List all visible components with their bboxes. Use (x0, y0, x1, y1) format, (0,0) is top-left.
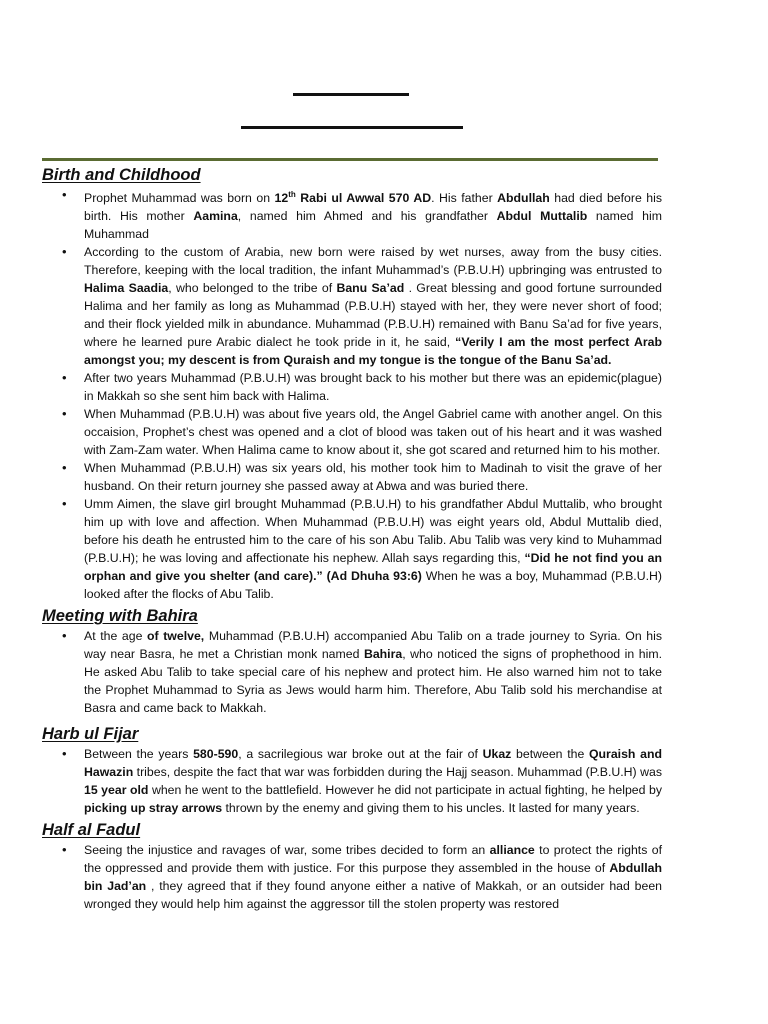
text-run: Prophet Muhammad was born on (84, 191, 275, 206)
list-item (42, 841, 662, 913)
bold-text-run: Aamina (193, 209, 238, 224)
text-run: When Muhammad (P.B.U.H) was six years old, his mother took him to Madinah to visit the grave of her husband. On their return journey she passed away at Abwa and was buried there. (84, 461, 662, 494)
list-item (42, 459, 662, 495)
text-run: , they agreed that if they found anyone either a native of Makkah, or an outsider had been wronged they would help him against the aggressor till the stolen property was restored (84, 879, 662, 912)
text-run: . Great blessing and good fortune surrounded Halima and her family as long as Muhammad (P.B.U.H) stayed with her, they were never short of food; and their flock yielded milk in abundance. Muhammad (P.B.U.H) remained with Banu Sa’ad for five years, where he learned pure Arabic dialect he took pride in it, he said, (84, 281, 662, 350)
text-run: thrown by the enemy and giving them to his uncles. It lasted for many years. (222, 801, 640, 816)
bold-text-run: Banu Sa’ad (336, 281, 405, 296)
text-run: had died before his birth. His mother (84, 191, 663, 224)
text-run: Umm Aimen, the slave girl brought Muhammad (P.B.U.H) to his grandfather Abdul Muttalib, who brought him up with love and affection. When Muhammad (P.B.U.H) was eight years old, Abdul Muttalib died, before his death he entrusted him to the care of his son Abu Talib. Abu Talib was very kind to Muhammad (P.B.U.H); he was loving and affectionate his nephew. Allah says regarding this, (84, 497, 662, 566)
list-item (42, 627, 662, 717)
section-harb-ul-fijar (42, 723, 662, 817)
text-run: At the age (84, 629, 148, 644)
bold-text-run: Bahira (363, 647, 403, 662)
list-item (42, 495, 662, 603)
bold-text-run: 15 year old (84, 783, 149, 798)
bold-text-run: picking up stray arrows (84, 801, 223, 816)
text-run: When Muhammad (P.B.U.H) was about five years old, the Angel Gabriel came with another angel. On this occaision, Prophet’s chest was opened and a clot of blood was taken out of his heart and it was washed with Zam-Zam water. When Halima came to know about it, she got scared and returned him to his mother. (84, 407, 662, 458)
bullet-list (42, 745, 662, 817)
text-run: According to the custom of Arabia, new born were raised by wet nurses, away from the busy cities. Therefore, keeping with the local tradition, the infant Muhammad’s (P.B.U.H) upbringing was entrusted to (84, 245, 662, 278)
text-run: When he was a boy, Muhammad (P.B.U.H) looked after the flocks of Abu Talib. (84, 569, 662, 602)
text-run: , named him Ahmed and his grandfather (237, 209, 497, 224)
list-item (42, 243, 662, 369)
list-item (42, 186, 662, 243)
bullet-list (42, 841, 662, 913)
text-run: named him Muhammad (84, 209, 662, 242)
section-heading: Half al Fadul (42, 821, 141, 840)
section-birth-and-childhood (42, 164, 662, 603)
text-run: , who belonged to the tribe of (168, 281, 337, 296)
bold-text-run: 12 (274, 191, 289, 206)
title-rule-long (241, 126, 463, 129)
list-item (42, 405, 662, 459)
title-rule-short (293, 93, 409, 96)
text-run: Between the years (84, 747, 194, 762)
section-heading: Birth and Childhood (42, 166, 201, 184)
bold-text-run: of twelve, (147, 629, 205, 644)
section-heading: Meeting with Bahira (42, 607, 198, 626)
bullet-list (42, 627, 662, 717)
bold-text-run: th (288, 190, 296, 199)
section-divider (42, 158, 658, 161)
text-run: After two years Muhammad (P.B.U.H) was brought back to his mother but there was an epidemic(plague) in Makkah so she sent him back with Halima. (84, 371, 662, 404)
text-run: , who noticed the signs of prophethood in him. He asked Abu Talib to take special care of his nephew and protect him. He also warned him not to take the Prophet Muhammad to Syria as Jews would harm him. Therefore, Abu Talib sold his merchandise at Basra and came back to Makkah. (84, 647, 662, 716)
text-run: Seeing the injustice and ravages of war, some tribes decided to form an (84, 843, 490, 858)
text-run: when he went to the battlefield. However he did not participate in actual fighting, he helped by (148, 783, 662, 798)
bold-text-run: alliance (489, 843, 535, 858)
bold-text-run: “Did he not find you an orphan and give you shelter (and care).” (Ad Dhuha 93:6) (84, 551, 662, 584)
bold-text-run: “Verily I am the most perfect Arab amongst you; my descent is from Quraish and my tongue is the tongue of the Banu Sa’ad. (84, 335, 662, 368)
bold-text-run: Abdullah (497, 191, 550, 206)
section-half-al-fadul (42, 819, 662, 913)
section-meeting-with-bahira (42, 605, 662, 717)
bold-text-run: Rabi ul Awwal 570 AD (295, 191, 432, 206)
document-body (42, 164, 662, 913)
bold-text-run: Abdullah bin Jad’an (84, 861, 662, 894)
bullet-list (42, 186, 662, 603)
list-item (42, 745, 662, 817)
text-run: between the (511, 747, 589, 762)
bold-text-run: Halima Saadia (84, 281, 169, 296)
text-run: to protect the rights of the oppressed and provide them with justice. For this purpose they assembled in the house of (84, 843, 662, 876)
bold-text-run: Abdul Muttalib (496, 209, 588, 224)
list-item (42, 369, 662, 405)
text-run: tribes, despite the fact that war was forbidden during the Hajj season. Muhammad (P.B.U.H) was (133, 765, 662, 780)
text-run: Muhammad (P.B.U.H) accompanied Abu Talib on a trade journey to Syria. On his way near Basra, he met a Christian monk named (84, 629, 662, 662)
text-run: . His father (431, 191, 498, 206)
bold-text-run: Ukaz (482, 747, 512, 762)
bold-text-run: Quraish and Hawazin (84, 747, 662, 780)
section-heading: Harb ul Fijar (42, 725, 139, 744)
bold-text-run: 580-590 (193, 747, 239, 762)
text-run: , a sacrilegious war broke out at the fair of (238, 747, 483, 762)
